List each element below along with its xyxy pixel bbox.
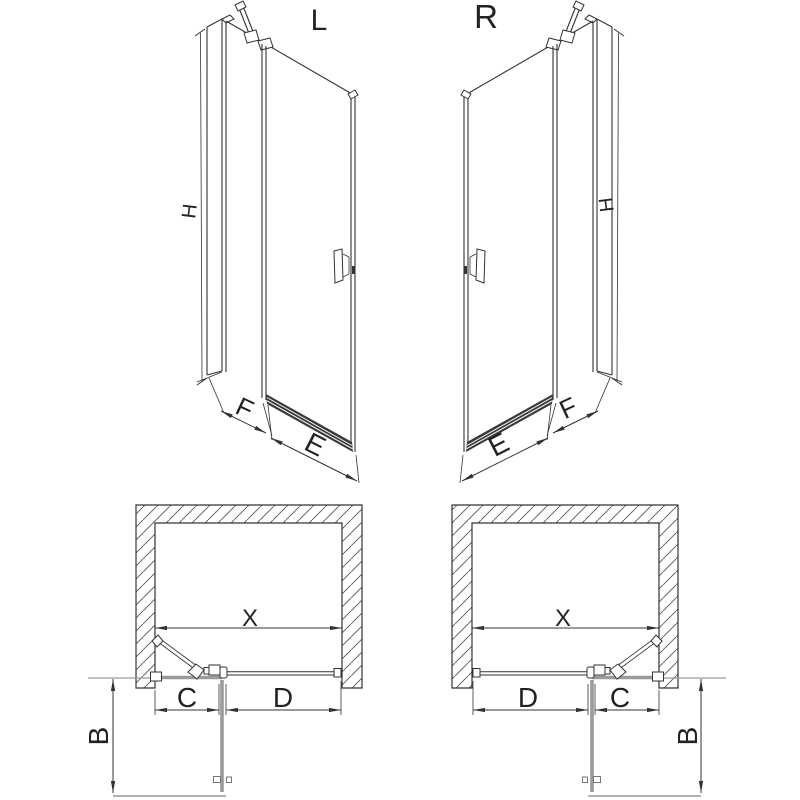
plan-view-right [472, 628, 726, 796]
label-variant-left: L [310, 4, 328, 37]
label-opening-width-left: X [241, 605, 259, 632]
label-fixed-width-right: F [554, 390, 582, 425]
elevation-view-right [460, 1, 624, 483]
plan-walls-right [452, 505, 678, 688]
elevation-view-left [195, 1, 359, 483]
label-fixed-segment-left: C [176, 682, 198, 713]
label-door-width-right: E [483, 426, 515, 463]
label-door-segment-right: D [517, 682, 539, 713]
label-projection-right: B [672, 726, 703, 746]
plan-walls-left [136, 505, 362, 688]
plan-view-left [88, 628, 342, 796]
label-door-width-left: E [299, 426, 331, 463]
label-opening-width-right: X [554, 605, 572, 632]
label-projection-left: B [83, 726, 114, 746]
label-height-right: H [595, 196, 619, 214]
label-fixed-segment-right: C [609, 682, 631, 713]
label-height-left: H [178, 202, 202, 220]
label-door-segment-left: D [272, 682, 294, 713]
label-fixed-width-left: F [231, 390, 259, 425]
label-variant-right: R [474, 0, 498, 35]
